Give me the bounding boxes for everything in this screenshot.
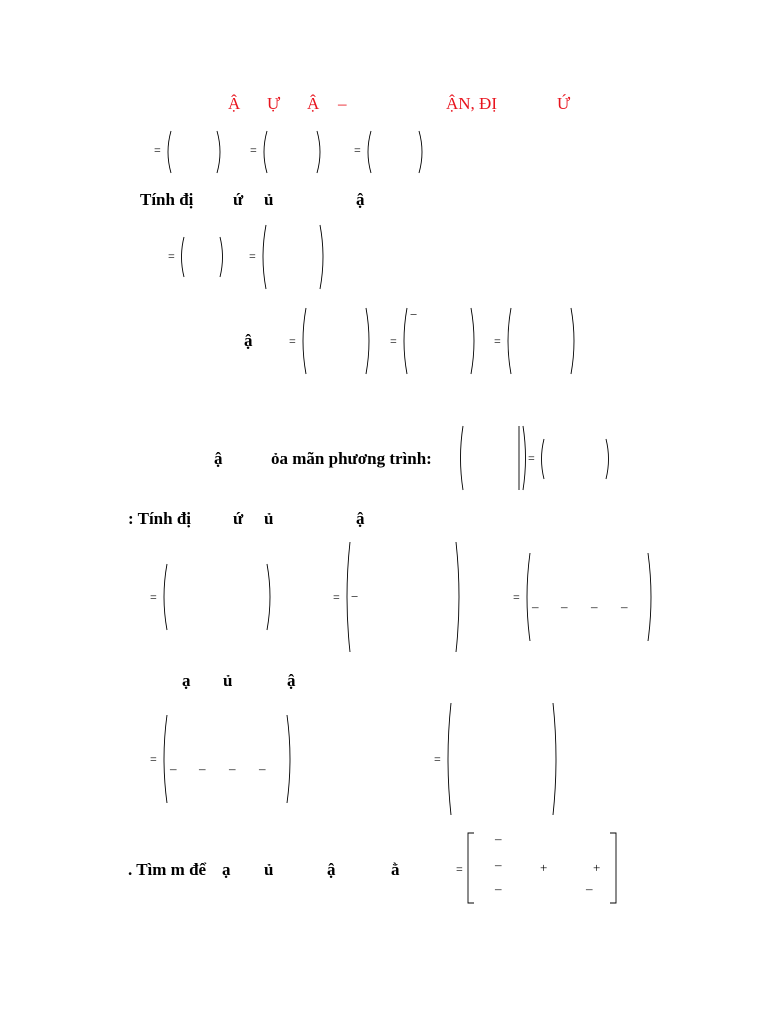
title-part-2: Ự [267, 94, 281, 113]
section-6-text-c: ủ [264, 509, 274, 528]
section-2-text-a: Tính đị [140, 190, 194, 209]
minus-sign: – [229, 761, 236, 776]
plus-sign: + [593, 860, 601, 875]
matrix-7-1 [160, 563, 274, 631]
matrix-3-2 [259, 224, 327, 290]
equals-sign: = [333, 590, 340, 604]
title-part-3: Ậ [307, 94, 320, 113]
matrix-7-3 [523, 552, 655, 642]
equals-sign: = [434, 752, 441, 766]
minus-sign: – [586, 881, 593, 896]
matrix-1-2 [260, 130, 324, 174]
matrix-1-1 [164, 130, 224, 174]
minus-sign: – [591, 599, 598, 614]
title-part-6: Ứ [557, 94, 571, 113]
matrix-5-2 [538, 438, 612, 480]
line-4-text: ậ [244, 331, 253, 350]
equals-sign: = [249, 249, 256, 263]
matrix-3-1 [178, 236, 226, 278]
minus-sign: – [561, 599, 568, 614]
section-2-text-d: ậ [356, 190, 365, 209]
section-6-text-b: ứ [233, 509, 244, 528]
title-part-5: ẬN, ĐỊ [446, 94, 497, 113]
line-10-text-a: . Tìm m để [128, 860, 207, 879]
title-part-1: Ậ [228, 94, 241, 113]
line-8-text-c: ậ [287, 671, 296, 690]
matrix-5-1 [457, 425, 529, 491]
minus-sign: – [259, 761, 266, 776]
line-10-text-c: ủ [264, 860, 274, 879]
section-2-text-c: ủ [264, 190, 274, 209]
minus-sign: – [495, 881, 502, 896]
minus-sign: – [495, 831, 502, 846]
line-8-text-b: ủ [223, 671, 233, 690]
equals-sign: = [154, 143, 161, 157]
section-2-text-b: ứ [233, 190, 244, 209]
equals-sign: = [456, 862, 463, 876]
matrix-7-2 [343, 541, 463, 653]
line-5-text-b: ỏa mãn phương trình: [271, 449, 432, 468]
equals-sign: = [150, 590, 157, 604]
title-dash: – [338, 94, 347, 113]
minus-sign: – [532, 599, 539, 614]
minus-sign: − [410, 307, 418, 322]
matrix-1-3 [364, 130, 426, 174]
equals-sign: = [528, 451, 535, 465]
equals-sign: = [289, 334, 296, 348]
line-5-text-a: ậ [214, 449, 223, 468]
minus-sign: – [495, 857, 502, 872]
minus-sign: – [621, 599, 628, 614]
equals-sign: = [250, 143, 257, 157]
matrix-9-1 [160, 714, 294, 804]
minus-sign: – [170, 761, 177, 776]
line-10-text-e: ằ [391, 860, 400, 879]
matrix-4-1 [299, 307, 373, 375]
equals-sign: = [168, 249, 175, 263]
minus-sign: − [351, 589, 359, 604]
equals-sign: = [150, 752, 157, 766]
line-8-text-a: ạ [182, 671, 191, 690]
section-6-text-d: ậ [356, 509, 365, 528]
equals-sign: = [513, 590, 520, 604]
section-6-text-a: : Tính đị [128, 509, 192, 528]
line-10-text-b: ạ [222, 860, 231, 879]
equals-sign: = [494, 334, 501, 348]
matrix-9-2 [444, 702, 560, 816]
equals-sign: = [390, 334, 397, 348]
line-10-text-d: ậ [327, 860, 336, 879]
minus-sign: – [199, 761, 206, 776]
matrix-4-3 [504, 307, 578, 375]
plus-sign: + [540, 860, 548, 875]
equals-sign: = [354, 143, 361, 157]
